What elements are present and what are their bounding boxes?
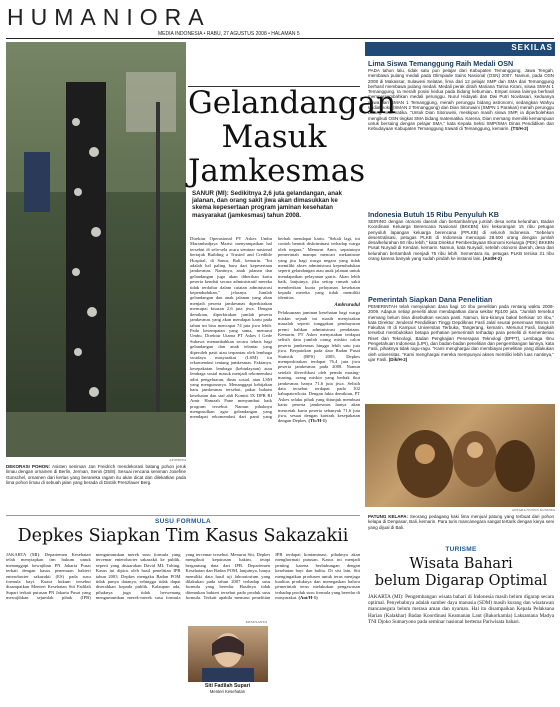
turisme-headline-1: Wisata Bahari bbox=[409, 556, 513, 572]
dateline: MEDIA INDONESIA • RABU, 27 AGUSTUS 2008 • HALAMAN 5 bbox=[158, 31, 300, 37]
caption-text: Asisten seniman Jan Freidrich mendekorasi batang pohon jeruk limau dengan ornamen di Berlin, Jerman, Senin (25/8). Sesuai rencana seniman Josefine Gunschel, ornamen dari kertas yang beraneka ragam itu akan dicat dan dilekatkan pada lima pohon limau di sebuah jalan yang berada di Distrik Prenzlauer Berg. bbox=[6, 464, 186, 485]
lead-photo bbox=[6, 42, 186, 457]
lead-body-text-2: Pelaksanaan jaminan kesehatan bagi warga miskin sejauh ini masih menyisakan masalah seperti tunggakan pembayaran premi bahkan administrasi pendataan. Kemarin, PT Askes menyatakan terdapat selisih data jumlah orang miskin calon peserta jamkesmas hingga lebih satu juta jiwa. Berpatokan pada data Badan Pusat Statistik (BPS) 2005, Depkes memperkirakan terdapat 76,4 juta jiwa peserta jamkesmas pada 2008. Namun setelah diverifikasi oleh pemda masing-masing, orang miskin yang berhak ikut jamkesmas hanya 71,6 juta jiwa. Selisih data tersebut terdapat pada 102 kabupaten/kota. Dengan fakta demikian, PT Askes selaku pihak yang ditunjuk membuat kartu peserta jamkesmas hanya akan mencetak kartu peserta sebanyak 71,6 juta jiwa, sesuai dengan kontrak kesepakatan dengan Depkes. bbox=[278, 310, 360, 424]
depkes-signoff: (Ant/H-1) bbox=[298, 595, 318, 601]
depkes-kicker: SUSU FORMULA bbox=[155, 518, 211, 525]
minister-photo-box bbox=[187, 626, 267, 696]
lead-signoff: (Tlc/H-1) bbox=[308, 418, 327, 424]
sekilas-label: SEKILAS bbox=[511, 43, 553, 52]
lead-body bbox=[190, 236, 360, 470]
minister-role: Menteri Kesehatan bbox=[209, 689, 246, 694]
lead-photo-credit: AP PHOTO bbox=[169, 458, 186, 462]
turisme-body: JAKARTA (MI): Pengembangan wisata bahari di Indonesia masih belum digarap secara optimal. Penyebabnya adalah sumber daya manusia (SDM) masih kurang dan wisatawan mancanegara belum merasa aman dan nyaman. Hal itu disampaikan Kepala Pelaksana Harian (Kalakhar) Badan Koordinasi Keamanan Laut (Bakorkamla) Laksamana Madya TNI Djoko Sumaryono pada seminar nasional bertema Pariwisata bahari. bbox=[368, 594, 554, 625]
turisme-headline bbox=[368, 556, 554, 590]
depkes-rule bbox=[6, 515, 360, 516]
masthead-rule bbox=[6, 38, 554, 39]
kelapa-photo-credit: ANTARA/YUNUS KUSUMA bbox=[511, 508, 555, 512]
lead-body-text: Direktur Operasional PT Askes Umbu Marambadjaya Marisi menyampaikan hal tersebut di sela-sela acara seminar nasional bertajuk Building a Trusted and Credible Hospital, di Sanur, Bali, kemarin. "Ini adalah hal paling baru dari kepesertaan jamkesmas. Nantinya, anak jalanan dan gelandangan juga akan diberikan kartu peserta kendati secara administratif mereka tidak terdaftar dalam catatan administrasi kependudukan," jelasnya. Jumlah gelandangan dan anak jalanan yang akan menjadi peserta jamkesmas diperkirakan mencapai kisaran 2,6 juta jiwa. Dengan demikian, diperkirakan jumlah peserta jamkesmas yang akan mendapat kartu pada tahun ini bisa mencapai 74 juta jiwa lebih. Pada kesempatan yang sama, menurut Umbu, Direktur Utama PT Askes I Gede Subawa menambahkan secara teknis bagi gelandangan dan anak telantar yang diperoleh pasti atau terpantau oleh lembaga swadaya masyarakat (LSM) itu rekomendasi tentang jamkesmas. Faktanya, kesepakatan lembaga (kebudayaan) atau lembaga sosial masuk menjadi rekomendasi adiri pengeluaran, dinas sosial, atau LSM yang mengurusnya. Menanggapi kebijakan baru jamkesmas tersebut, pakar hukum kesehatan dan staf ahli Komisi IX DPR RI Amir Hamzah Pane menyambut baik program tersebut. Namun pihaknya mengusulkan agar gelandangan yang mendapat rekomendasi dari panti yang berhak mendapat kartu. "Sekali lagi, ini contoh bentuk diskriminasi terhadap warga oleh negara." Menurut Amir, sepatutnya pemerintah mampu mencari mekanisme yang jitu bagi warga negara yang tidak memiliki akses administrasi kependudukan seperti gelandangan atau anak jalanan untuk mendapatkan pelayanan gratis. Akan lebih baik, lanjutnya, jika setiap rumah sakit memberikan kuota pelayanan kesehatan kepada mereka yang tidak memiliki identitas. bbox=[190, 236, 360, 420]
caption-label: DEKORASI POHON: bbox=[6, 464, 50, 469]
sekilas-body-3 bbox=[368, 304, 554, 396]
kelapa-caption bbox=[368, 514, 554, 536]
kelapa-caption-label: PATUNG KELAPA: bbox=[368, 514, 408, 519]
sekilas-body-2 bbox=[368, 219, 554, 291]
sekilas-title-3: Pemerintah Siapkan Dana Penelitian bbox=[368, 295, 493, 304]
masthead-title: HUMANIORA bbox=[7, 4, 211, 30]
minister-name: Siti Fadilah Supari bbox=[204, 683, 251, 689]
minister-photo-credit: MI/SUSANTO bbox=[245, 620, 267, 624]
coconut-statue-image bbox=[365, 404, 555, 507]
sekilas-signoff-1: (TS/H-2) bbox=[510, 126, 529, 132]
lead-photo-caption bbox=[6, 464, 186, 500]
depkes-body-text: JAKARTA (MI): Departemen Kesehatan telah menyiapkan tim hukum untuk menanggapi kewajiban PN Jakarta Pusat terkait dengan kasus penemuan bakteri enterobacter sakazakii (ES) pada susu formula bayi. Kuasa hukum tersebut disampaikan Menteri Kesehatan Siti Fadilah Supari terkait putusan PN Jakarta Pusat yang mewajibkan sejumlah pihak (IPB) mengumumkan merek susu formula yang tercemar enterobacter sakazakii ke publik, seperti yang disuarakan David ML Tobing. Kasus ini dipicu oleh hasil penelitian IPB tahun 2003. Depkes mengaku Badan POM tidak punya datanya, sehingga tidak dapat diserahkan kepada publik. Kalaupun ada, pihaknya juga tidak berwenang mengumumkan merek-merek susu formula yang tercemar tersebut. Menurut Siti, Depkes mengikuti keputusan hakim, tetapi bergantung data dari IPB. Departemen Kesehatan dan Badan POM, lanjutnya, hanya memiliki data hasil uji laboratorium yang dilakukan pada tahun 2007 terhadap susu formula yang beredar. Hasilnya tidak ditemukan bakteri tersebut pada produk susu formula. Terkait apabila menurut penelitian IPB terdapat kontaminasi, pihaknya akan menghormati putusan. Kasus ini menjadi penting karena berhubungan dengan kesehatan bayi dan balita. Di sisi lain, Siti mengingatkan produsen untuk terus menjaga kualitas produknya dan menegaskan bahwa pemerintah terus melakukan pengawasan terhadap produk susu formula yang beredar di masyarakat. bbox=[6, 552, 360, 601]
turisme-headline-2: belum Digarap Optimal bbox=[374, 573, 548, 589]
sekilas-title-1: Lima Siswa Temanggung Raih Medali OSN bbox=[368, 59, 514, 68]
sekilas-body-1 bbox=[368, 68, 554, 206]
sekilas-signoff-2: (Ant/H-2) bbox=[482, 256, 502, 262]
headline-line-3: Jamkesmas bbox=[188, 153, 366, 189]
lead-subhead: Ambruradul bbox=[334, 302, 360, 308]
headline-line-2: Masuk bbox=[221, 119, 327, 155]
lead-deck: SANUR (MI): Sedikitnya 2,6 juta gelandangan, anak jalanan, dan orang sakit jiwa akan dimasukkan ke skema kepesertaan program jaminan kesehatan masyarakat (jamkesmas) tahun 2008. bbox=[192, 190, 342, 219]
sekilas-text-1: PADA tahun lalu, tidak satu pun pelajar dari Kabupaten Temanggung, Jawa Tengah, membawa pulang medali pada Olimpiade Sains Nasional (OSN) 2007. Namun, pada OSN 2008 di Makassar, Sulawesi Selatan, lima dari 12 pelajar SMP dan SMA dari Temanggung berhasil membawa pulang medali. Medali perak diraih Mariana Tarina Kirani, siswa SMAN 1 Temanggung. Ia meraih posisi kedua pada bidang kebumian. Empat siswa lainnya berhasil mempersembahkan medali perunggu. Nurul Hidayati dan Dwi Putri Novitasari, keduanya siswa dari SMAN 1 Temanggung, meraih perunggu bidang astronomi, sedangkan Wahyu Widiatmoko (SMAN 2 Temanggung) dan Dian Sitoruwini (SMPN 1 Parakan) meraih perunggu bidang matematika. "Untuk Dian Sitoruwini, meskipun masih siswa SMP, ia diperbolehkan mengikuti OSN tingkat SMA bidang matematika. Karena, Dian memang memiliki kemampuan untuk bersaing dengan pelajar SMA," kata Kepala Seksi SMP/SMA Dinas Pendidikan dan Kebudayaan Kabupaten Temanggung Irawati di Temanggung, kemarin. bbox=[368, 68, 555, 132]
turisme-kicker: TURISME bbox=[445, 546, 477, 553]
minister-portrait-image bbox=[188, 626, 268, 682]
lead-headline bbox=[188, 85, 397, 189]
tree-decoration-image bbox=[6, 42, 186, 457]
headline-line-1: Gelandangan bbox=[188, 85, 397, 121]
kelapa-caption-text: Seorang pedagang kaki lima menjual patung yang terbuat dari pohon kelapa di Denpasar, Bali, kemarin. Para turis mancanegara sangat tertarik dengan karya seni yang dijual di Bali. bbox=[368, 514, 554, 530]
kelapa-photo bbox=[365, 404, 555, 507]
sekilas-title-2: Indonesia Butuh 15 Ribu Penyuluh KB bbox=[368, 210, 499, 219]
sekilas-signoff-3: (Dik/H-2) bbox=[388, 356, 408, 362]
minister-photo bbox=[188, 626, 268, 682]
depkes-body bbox=[6, 552, 360, 705]
sekilas-text-2: SEIRING dengan otonomi daerah dan bertambahnya jumlah desa serta kelurahan, Badan Koordinasi Keluarga Berencana Nasional (BKKBN) kini kekurangan 15 ribu petugas penyuluh lapangan keluarga berencana (PPLKB) di seluruh Indonesia. "Sebelum desentralisasi, petugas PLKB di Indonesia mencapai 28.500 orang dengan jumlah desa/kelurahan 60 ribu lebih," kata Direktur Pemberdayaan Ekonomi Keluarga (PEK) BKKBN Pusat Nuryadi di Kendari, kemarin. Namun, kata Nuryadi, setelah otonomi daerah, desa dan kelurahan bertambah menjadi 75 ribu lebih. Sementara itu, petugas PLKB tersisa 21 ribu orang karena banyak yang sudah pindah ke instansi lain. bbox=[368, 219, 554, 262]
sekilas-text-3: PEMERINTAH telah menyiapkan dana bagi 10 ribu penelitian pada rentang waktu 2008-2009. Adapun setiap peneliti akan mendapatkan dana sekitar Rp100 juta. "Jumlah tersebut memang belum bisa disebutkan secara pasti. Namun, kira-kiranya bakal berkisar 10 ribu," kata Direktur Jenderal Pendidikan Tinggi Depdiknas Fasli Jalal seusai penemuan Wisma III Fakultas III di Kampus Universitas Terbuka, Tangerang, kemarin. Menurut Fasli, langkah tersebut membuktikan betapa perhatian pemerintah terhadap para peneliti di Kementerian Riset dan Teknologi, Badan Pengkajian Penerapan Teknologi (BPPT), Lembaga Ilmu Pengetahuan Indonesia (LIPI), dan badan-badan penelitian dan pengembangan lainnya, kata Fasli, pihaknya tidak ragu-ragu. "Kami menghargai dan membiayai penelitian yang dilakukan oleh universitas. "Kami menghargai mereka mempunyai akses memiliki lebih luas nantinya," ujar Fasli. bbox=[368, 304, 554, 362]
depkes-headline: Depkes Siapkan Tim Kasus Sakazakii bbox=[17, 526, 349, 546]
